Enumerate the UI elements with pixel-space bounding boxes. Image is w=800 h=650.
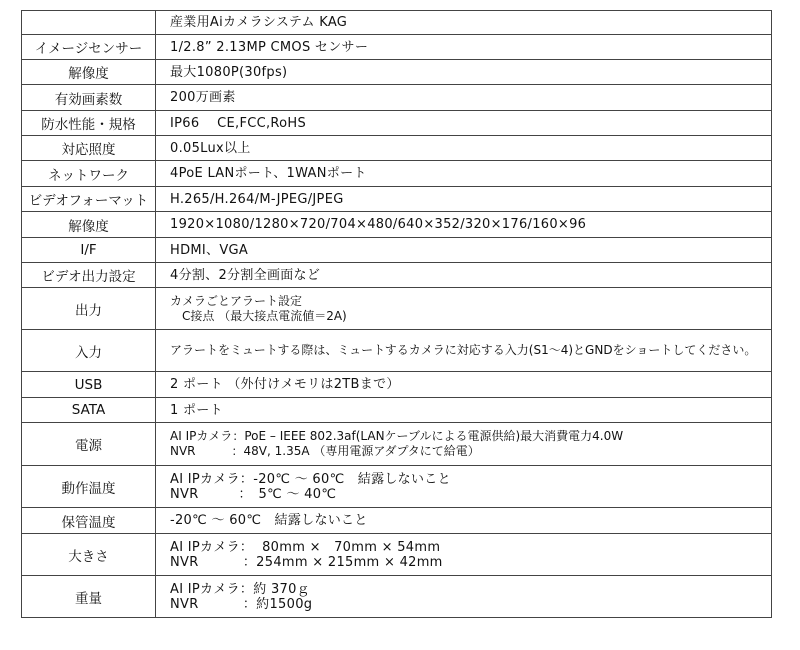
value-line: 0.05Lux以上 [170,140,251,156]
table-row-effective-pixels [22,85,772,111]
row-label-resolution-2: 解像度 [22,212,156,238]
spec-table-body [22,11,772,618]
value-line: 4PoE LANポート、1WANポート [170,166,367,181]
spec-table [21,10,772,618]
row-value-waterproof [156,111,772,136]
row-value-network [156,161,772,187]
table-row-interface [22,238,772,263]
row-value-resolution-list [156,212,772,238]
row-value-dimensions [156,534,772,576]
row-label-resolution: 解像度 [22,60,156,85]
table-row-sata [22,398,772,423]
table-row-operating-temp [22,466,772,508]
row-value-effective-pixels [156,85,772,111]
row-value-video-output [156,263,772,288]
row-value-interface [156,238,772,263]
table-row-storage-temp [22,508,772,534]
value-line: 1/2.8” 2.13MP CMOS センサー [170,39,369,55]
value-line: NVR ：48V, 1.35A （専用電源アダプタにて給電） [170,444,480,458]
row-label-blank [22,11,156,35]
row-value-product-name [156,11,772,35]
value-line: カメラごとアラート設定 [170,293,303,308]
row-label-input: 入力 [22,330,156,372]
value-line: 200万画素 [170,90,236,105]
table-row-resolution-list [22,212,772,238]
value-line: IP66 CE,FCC,RoHS [170,115,307,131]
row-value-video-format [156,187,772,212]
value-line: 産業用Aiカメラシステム KAG [170,15,348,30]
row-value-weight [156,576,772,618]
table-row-output [22,288,772,330]
value-line: AI IPカメラ：PoE – IEEE 802.3af(LANケーブルによる電源供給)最大消費電力4.0W [170,429,624,443]
table-row-usb [22,372,772,398]
table-row-illumination [22,136,772,161]
value-line: アラートをミュートする際は、ミュートするカメラに対応する入力(S1～4)とGNDをショートしてください。 [170,343,757,357]
value-line: 2 ポート （外付けメモリは2TBまで） [170,377,400,392]
table-row-waterproof [22,111,772,136]
row-value-output [156,288,772,330]
row-value-input [156,330,772,372]
row-label-illumination: 対応照度 [22,136,156,161]
value-line: -20℃ ～ 60℃ 結露しないこと [170,513,368,528]
row-label-image-sensor: イメージセンサー [22,35,156,60]
table-row-video-format [22,187,772,212]
value-line: 最大1080P(30fps) [170,64,288,80]
table-row-network [22,161,772,187]
table-row-dimensions [22,534,772,576]
table-row-image-sensor [22,35,772,60]
value-line: AI IPカメラ：-20℃ ～ 60℃ 結露しないこと [170,471,451,487]
row-label-output: 出力 [22,288,156,330]
row-value-storage-temp [156,508,772,534]
table-row-product [22,11,772,35]
value-line: H.265/H.264/M-JPEG/JPEG [170,191,344,207]
value-line: NVR ：約1500g [170,596,313,612]
row-label-interface: I/F [22,238,156,263]
row-label-video-format: ビデオフォーマット [22,187,156,212]
row-value-illumination [156,136,772,161]
row-value-image-sensor [156,35,772,60]
row-label-effective-pixels: 有効画素数 [22,85,156,111]
value-line: AI IPカメラ：約 370ｇ [170,581,310,597]
row-value-power [156,423,772,466]
table-row-input [22,330,772,372]
value-line: NVR ： 5℃ ～ 40℃ [170,486,337,502]
row-value-sata [156,398,772,423]
row-value-resolution-max [156,60,772,85]
value-line: 1 ポート [170,402,223,418]
table-row-weight [22,576,772,618]
row-label-usb: USB [22,372,156,398]
row-value-usb [156,372,772,398]
row-label-operating-temp: 動作温度 [22,466,156,508]
table-row-resolution-max [22,60,772,85]
value-line: HDMI、VGA [170,242,249,258]
row-value-operating-temp [156,466,772,508]
row-label-power: 電源 [22,423,156,466]
row-label-video-output: ビデオ出力設定 [22,263,156,288]
row-label-waterproof: 防水性能・規格 [22,111,156,136]
value-line: C接点 （最大接点電流値＝2A) [170,308,347,323]
value-line: 1920×1080/1280×720/704×480/640×352/320×176/160×96 [170,217,587,232]
row-label-storage-temp: 保管温度 [22,508,156,534]
row-label-dimensions: 大きさ [22,534,156,576]
row-label-network: ネットワーク [22,161,156,187]
table-row-video-output [22,263,772,288]
row-label-sata: SATA [22,398,156,423]
value-line: NVR ：254mm × 215mm × 42mm [170,554,443,570]
value-line: 4分割、2分割全画面など [170,267,321,283]
row-label-weight: 重量 [22,576,156,618]
table-row-power [22,423,772,466]
value-line: AI IPカメラ： 80mm × 70mm × 54mm [170,539,441,555]
